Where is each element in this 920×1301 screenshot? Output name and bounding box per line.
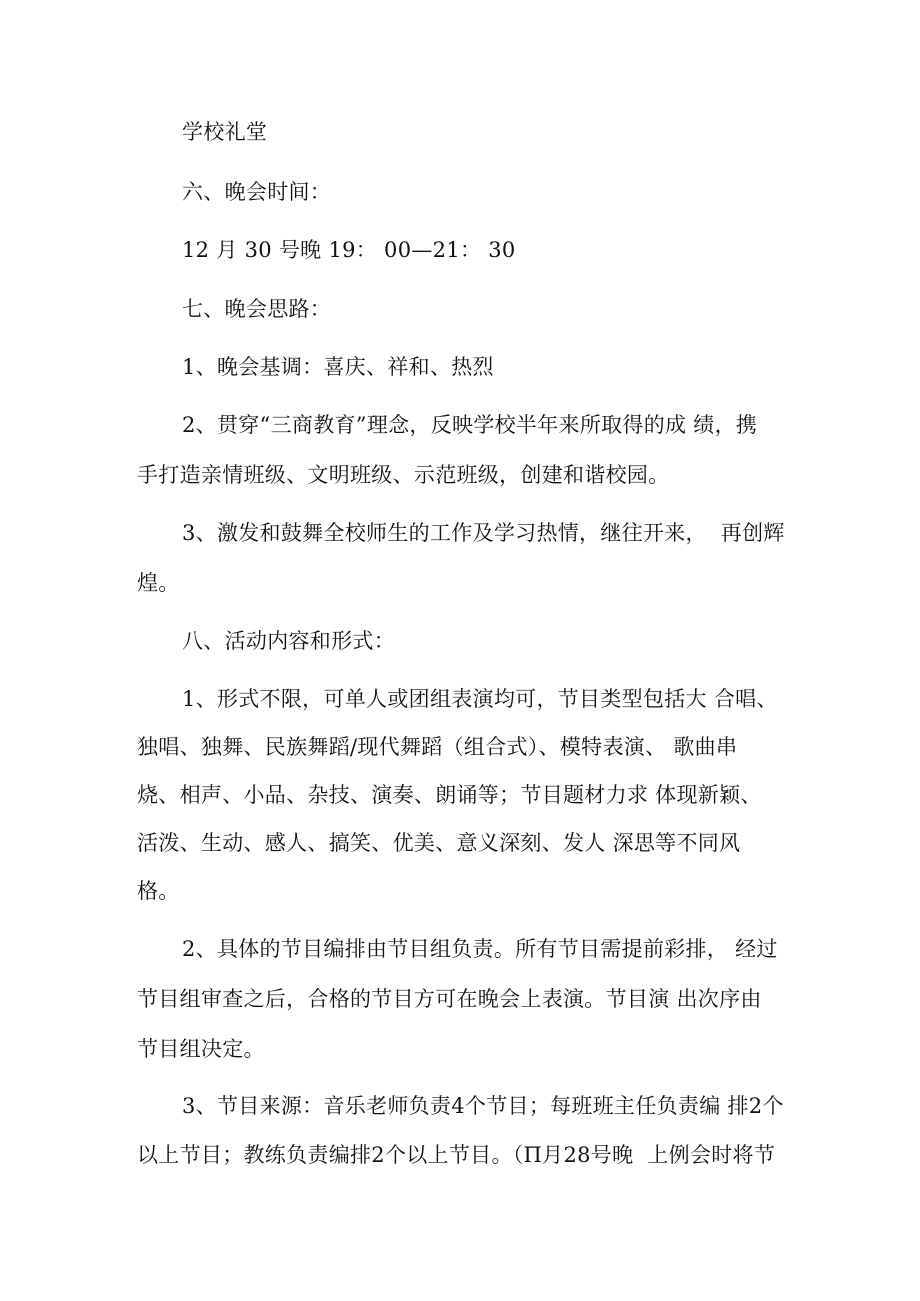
text-line: 节目组决定。 xyxy=(137,1037,265,1061)
text-line: 煌。 xyxy=(137,571,180,595)
text-line: 学校礼堂 xyxy=(182,120,268,144)
section-heading: 六、晚会时间： xyxy=(182,180,332,204)
text-line: 3、激发和鼓舞全校师生的工作及学习热情，继往开来， 再创辉 xyxy=(182,521,785,545)
text-line: 12 月 30 号晚 19： 00—21： 30 xyxy=(182,238,516,262)
text-line: 活泼、生动、感人、搞笑、优美、意义深刻、发人 深思等不同风 xyxy=(137,831,741,855)
text-line: 烧、相声、小品、杂技、演奏、朗诵等；节目题材力求 体现新颖、 xyxy=(137,783,762,807)
text-line: 3、节目来源：音乐老师负责4个节目；每班班主任负责编 排2个 xyxy=(182,1094,784,1118)
text-line: 以上节目；教练负责编排2个以上节目。（П月28号晚 上例会时将节 xyxy=(137,1143,776,1167)
text-line: 1、晚会基调：喜庆、祥和、热烈 xyxy=(182,355,494,379)
text-line: 节目组审查之后，合格的节目方可在晚会上表演。节目演 出次序由 xyxy=(137,987,762,1011)
text-line: 2、具体的节目编排由节目组负责。所有节目需提前彩排， 经过 xyxy=(182,937,778,961)
section-heading: 七、晚会思路： xyxy=(182,297,332,321)
text-line: 手打造亲情班级、文明班级、示范班级，创建和谐校园。 xyxy=(137,463,670,487)
text-line: 1、形式不限，可单人或团组表演均可，节目类型包括大 合唱、 xyxy=(182,687,778,711)
text-line: 独唱、独舞、民族舞蹈/现代舞蹈（组合式）、模特表演、 歌曲串 xyxy=(137,735,738,759)
text-line: 2、贯穿“三商教育”理念，反映学校半年来所取得的成 绩，携 xyxy=(182,413,758,437)
section-heading: 八、活动内容和形式： xyxy=(182,629,395,653)
text-line: 格。 xyxy=(137,879,180,903)
